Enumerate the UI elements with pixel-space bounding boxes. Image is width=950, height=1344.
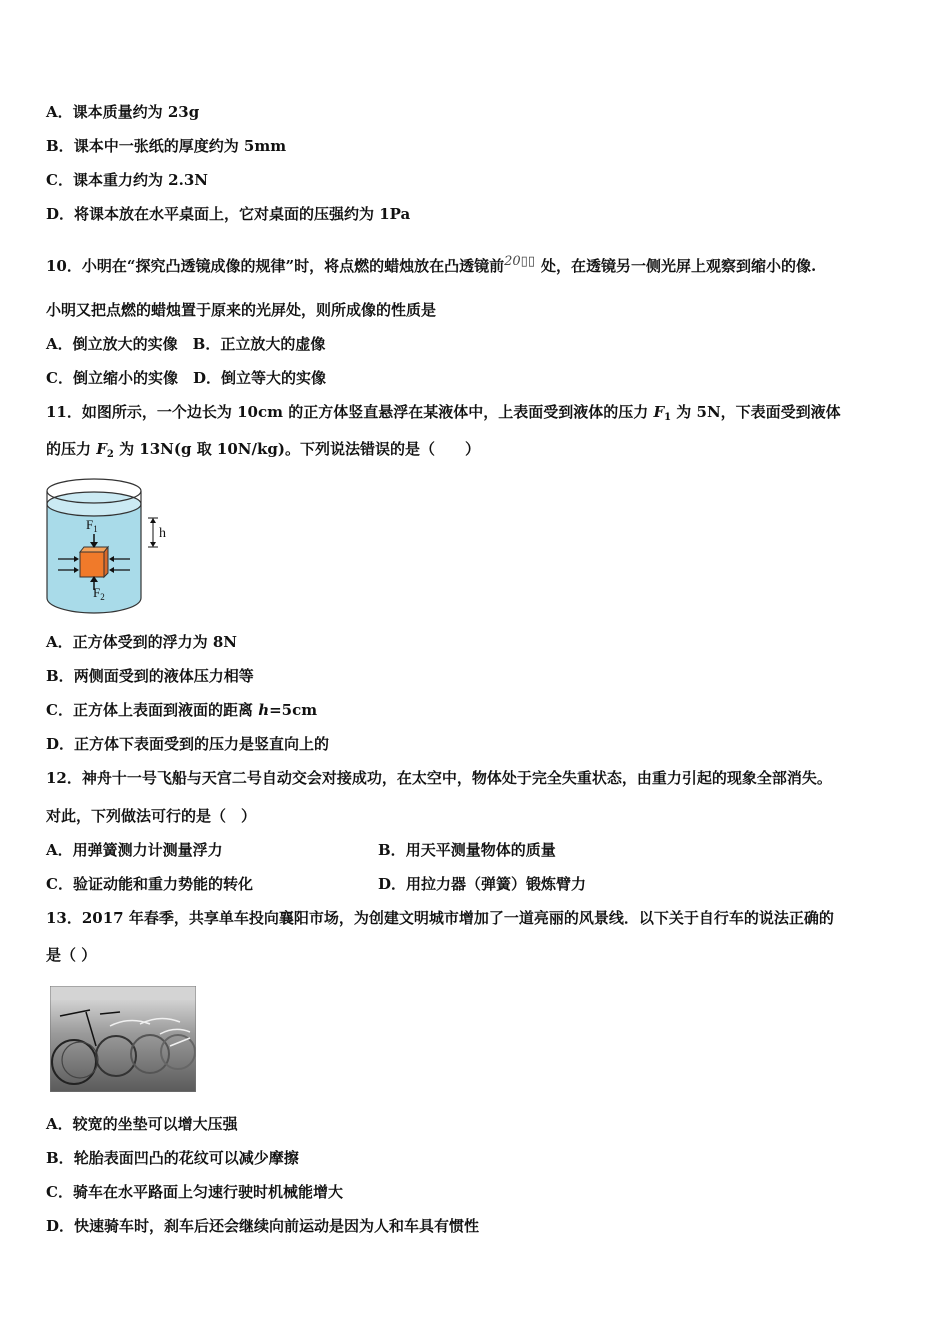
stem-text: 10．小明在“探究凸透镜成像的规律”时，将点燃的蜡烛放在凸透镜前 [46,257,505,275]
q11-option-c [46,700,317,720]
q9-option-d [46,204,410,224]
option-text: =5cm [269,701,318,719]
option-label: C． [46,875,73,893]
option-text: 快速骑车时，刹车后还会继续向前运动是因为人和车具有惯性 [74,1217,480,1235]
label-f2: $F_2$ [93,585,105,602]
stem-text: 为 13N(g 取 10N/kg)。下列说法错误的是（ ） [113,440,480,458]
var-f1: F [653,403,665,421]
q13-stem-line1: 13．2017 年春季，共享单车投向襄阳市场，为创建文明城市增加了一道亮丽的风景线．以下关于自行车的说法正确的 [46,909,834,927]
option-text: 骑车在水平路面上匀速行驶时机械能增大 [72,1183,343,1201]
option-text: 两侧面受到的液体压力相等 [73,667,254,685]
q12-option-c [46,874,253,894]
option-text: 较宽的坐垫可以增大压强 [72,1115,238,1133]
option-text: 课本质量约为 23g [72,103,200,121]
option-text: 将课本放在水平桌面上，它对桌面的压强约为 1Pa [74,205,411,223]
garbled-formula: 20▯▯ [504,254,535,269]
option-label: D． [46,1217,75,1235]
label-f1: $F_1$ [86,517,98,534]
q13-stem-line2: 是（ ） [46,946,97,964]
option-label: A． [46,1115,73,1133]
photo-sky [50,986,196,1000]
option-label: D． [46,205,75,223]
stem-text: 11．如图所示，一个边长为 10cm 的正方体竖直悬浮在某液体中，上表面受到液体的压力 [46,403,654,421]
option-label: D． [46,735,75,753]
option-text: 课本重力约为 2.3N [72,171,208,189]
q12-option-d [378,874,586,894]
option-label: B． [46,1149,74,1167]
var-f2: F [96,440,107,458]
stem-text: 的压力 [46,440,97,458]
q10-options-row1: A．倒立放大的实像 B．正立放大的虚像 [46,335,326,353]
subscript: 2 [106,449,114,460]
option-text: 用弹簧测力计测量浮力 [72,841,223,859]
q11-option-b [46,666,254,686]
option-text: 用拉力器（弹簧）锻炼臂力 [406,875,587,893]
liquid-surface [47,492,141,516]
q13-option-a [46,1114,238,1134]
q12-stem-line1: 12．神舟十一号飞船与天宫二号自动交会对接成功，在太空中，物体处于完全失重状态，由重力引起的现象全部消失。 [46,769,832,787]
q13-option-b [46,1148,299,1168]
q10-stem-line1 [46,252,816,276]
option-label: A． [46,103,73,121]
q9-option-a [46,102,199,122]
q11-stem-line2 [46,439,480,465]
q11-option-a [46,632,237,652]
option-text: 验证动能和重力势能的转化 [72,875,253,893]
option-text: 轮胎表面凹凸的花纹可以减少摩擦 [73,1149,299,1167]
option-label: C． [46,701,73,719]
option-label: D． [378,875,407,893]
q9-option-c [46,170,208,190]
q11-option-d [46,734,329,754]
h-arrow-up [150,518,156,523]
q12-option-b [378,840,556,860]
option-text: 正方体下表面受到的压力是竖直向上的 [74,735,330,753]
cube-front [80,552,104,577]
cylinder-figure [44,476,184,622]
option-text: 正方体受到的浮力为 8N [72,633,238,651]
stem-text: 为 5N，下表面受到液体 [671,403,841,421]
bicycle-photo [50,986,196,1092]
option-label: C． [46,1183,73,1201]
option-text: 课本中一张纸的厚度约为 5mm [73,137,287,155]
option-label: A． [46,633,73,651]
q12-option-a [46,840,223,860]
var-h: h [258,701,270,719]
option-label: C． [46,171,73,189]
option-label: B． [46,667,74,685]
q13-option-d [46,1216,479,1236]
option-text: 正方体上表面到液面的距离 [72,701,259,719]
option-label: A． [46,841,73,859]
q10-stem-line2: 小明又把点燃的蜡烛置于原来的光屏处，则所成像的性质是 [46,301,437,319]
q12-stem-line2: 对此，下列做法可行的是（ ） [46,807,257,825]
q11-stem-line1 [46,402,841,428]
option-text: 用天平测量物体的质量 [405,841,556,859]
option-label: B． [46,137,74,155]
q9-option-b [46,136,286,156]
label-h: h [159,526,166,541]
q10-options-row2: C．倒立缩小的实像 D．倒立等大的实像 [46,369,326,387]
subscript: 1 [664,412,672,423]
h-arrow-down [150,542,156,547]
cube-side [104,547,108,577]
stem-text: 处，在透镜另一侧光屏上观察到缩小的像. [541,257,817,275]
q13-option-c [46,1182,343,1202]
option-label: B． [378,841,406,859]
